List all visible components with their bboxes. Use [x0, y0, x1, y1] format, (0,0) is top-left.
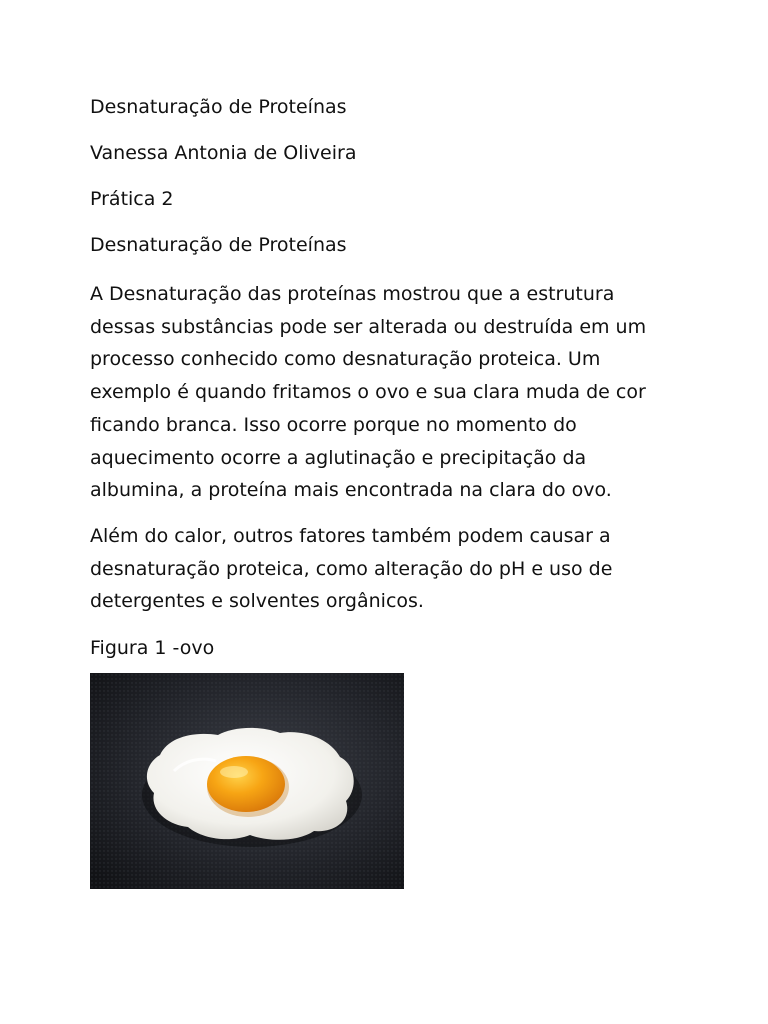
section-heading: Desnaturação de Proteínas: [90, 234, 347, 256]
document-body: [90, 94, 680, 662]
yolk-highlight: [220, 766, 248, 778]
egg-yolk: [207, 756, 285, 812]
fried-egg-illustration: [90, 673, 404, 889]
paragraph-intro: A Desnaturação das proteínas mostrou que a estrutura dessas substâncias pode ser alterada ou destruída em um processo conhecido como desnaturação proteica. Um exemplo é quando fritamos o ovo e sua clara muda de cor ficando branca. Isso ocorre porque no momento do aquecimento ocorre a aglutinação e precipitação da albumina, a proteína mais encontrada na clara do ovo.: [90, 283, 647, 502]
practice-label: Prática 2: [90, 188, 174, 210]
paragraph-factors: Além do calor, outros fatores também podem causar a desnaturação proteica, como alteração do pH e uso de detergentes e solventes orgânicos.: [90, 524, 613, 613]
author-name: Vanessa Antonia de Oliveira: [90, 142, 357, 164]
figure-caption: Figura 1 -ovo: [90, 637, 215, 660]
fried-egg-photo: [90, 673, 404, 889]
document-title: Desnaturação de Proteínas: [90, 96, 347, 118]
